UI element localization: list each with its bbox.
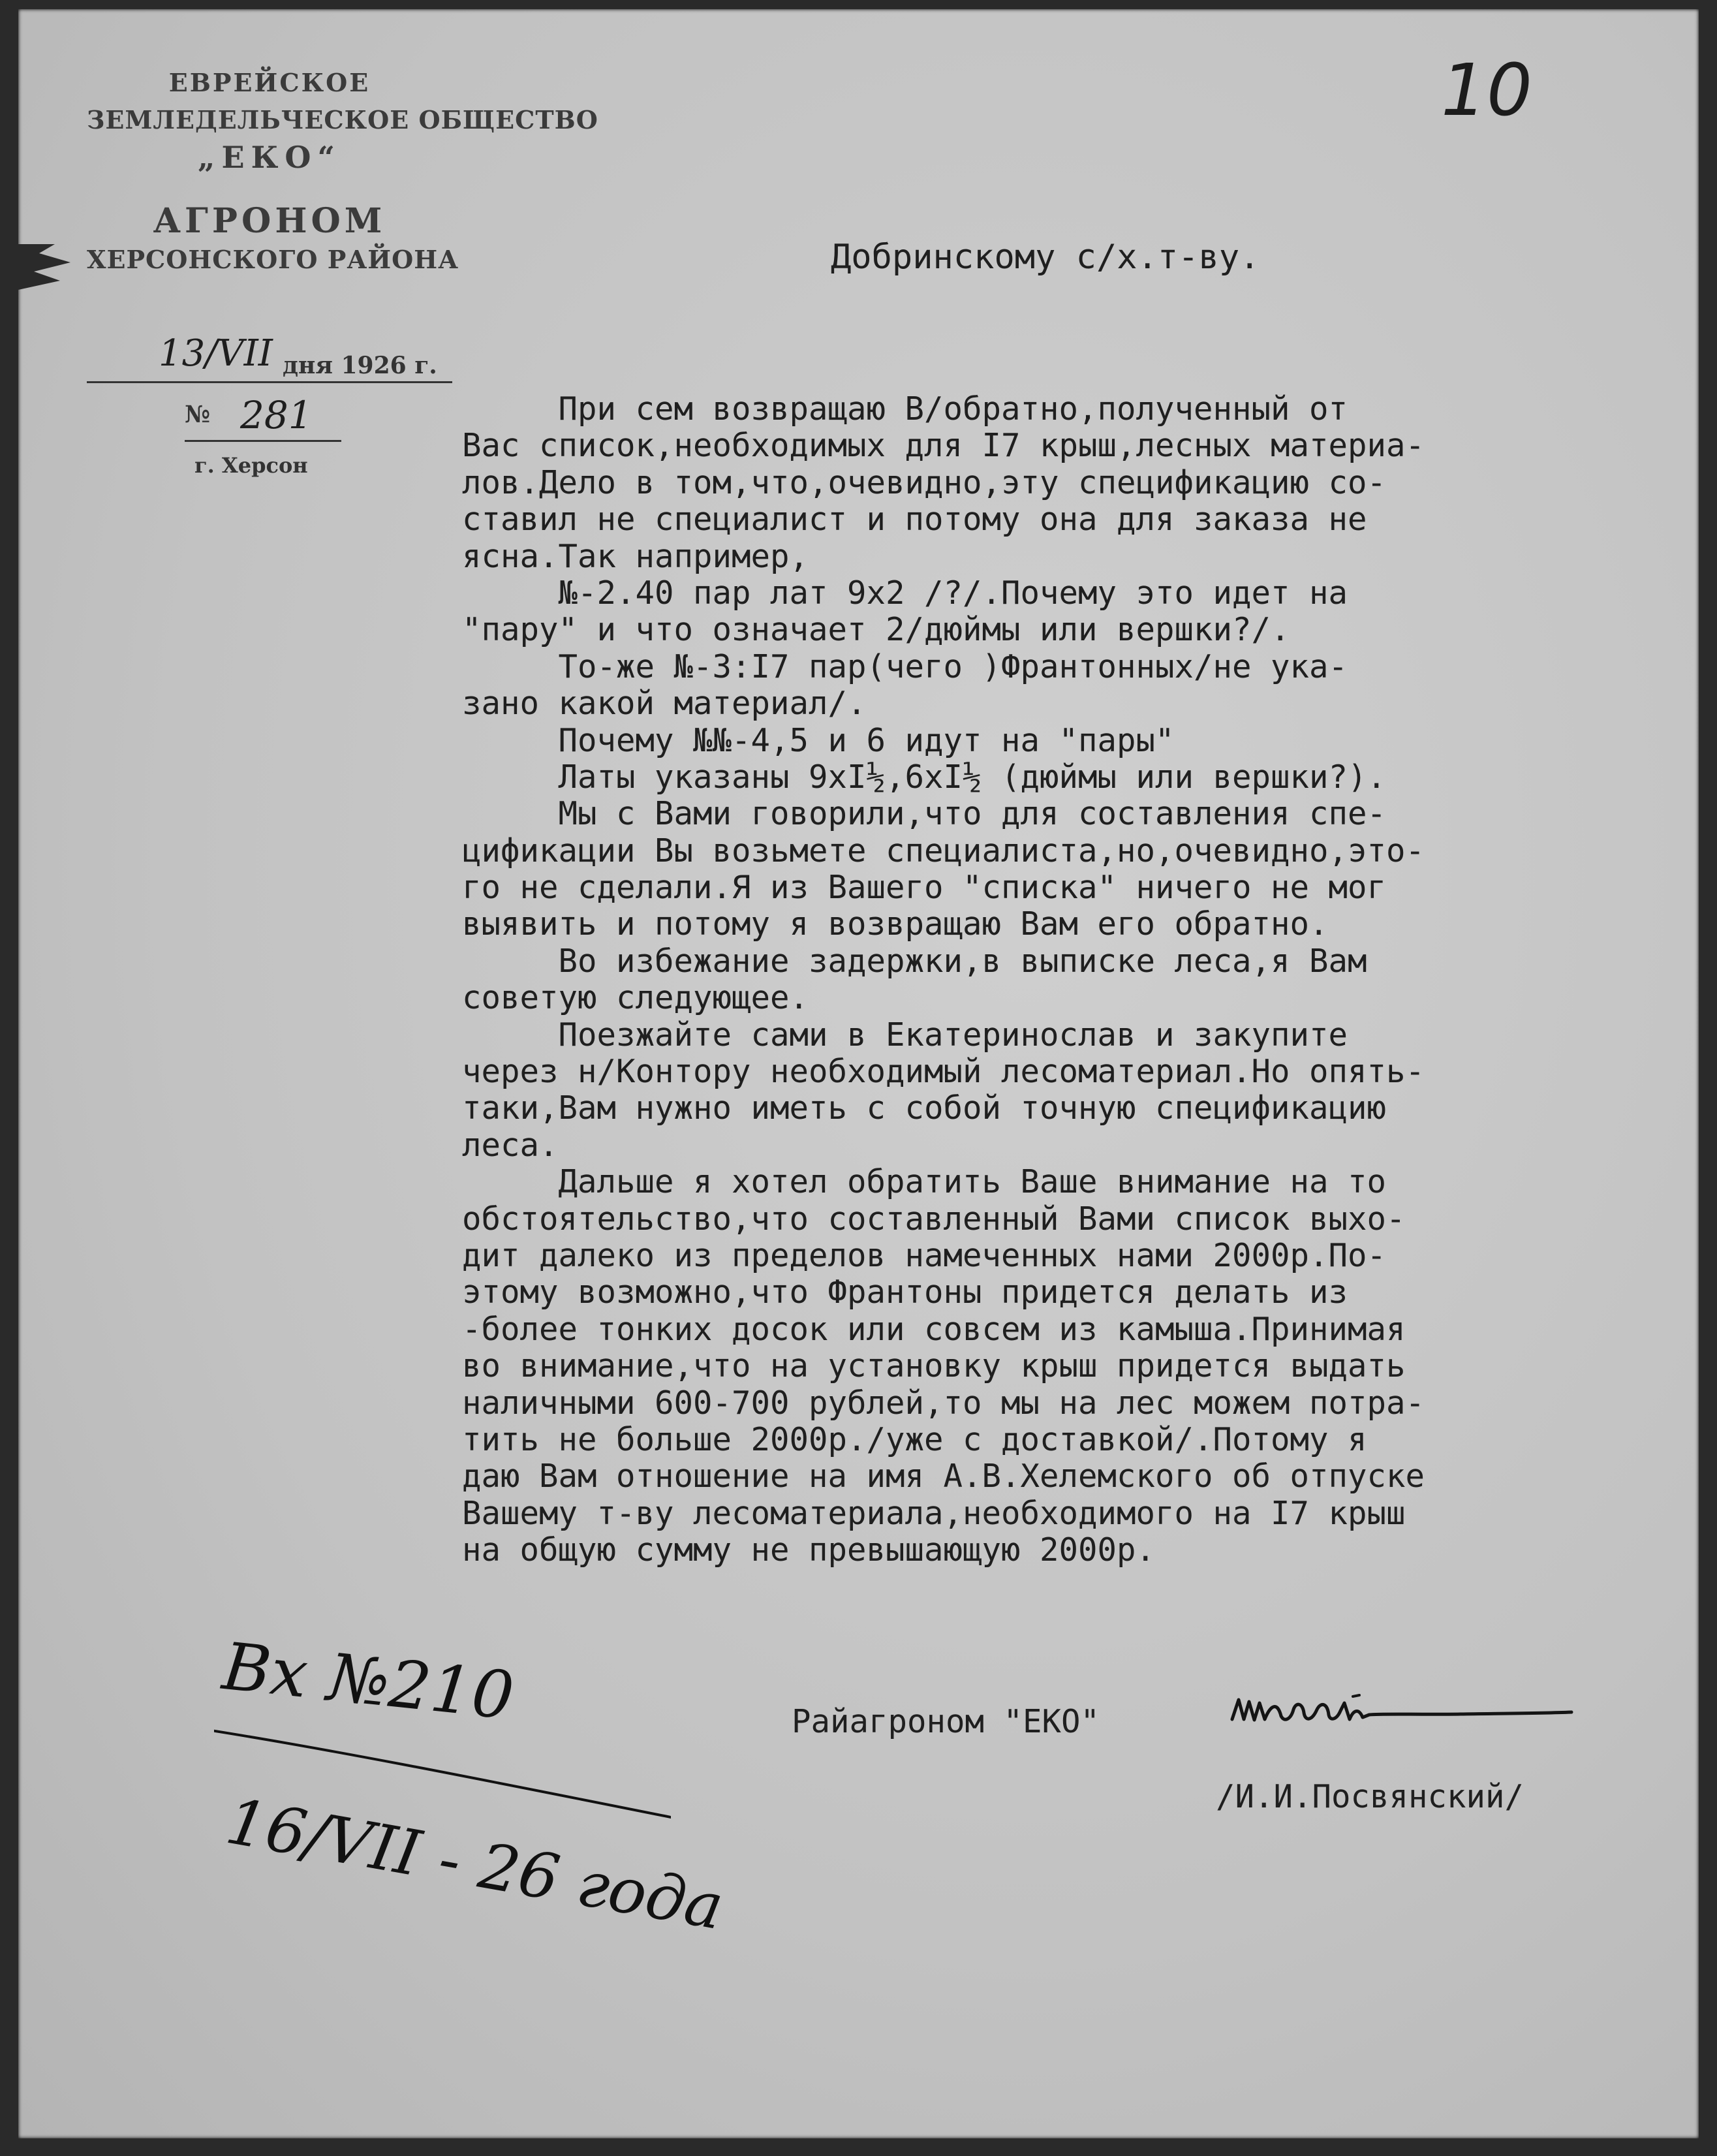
- stamp-line-4: АГРОНОМ: [153, 201, 386, 241]
- signature-scribble: [1226, 1683, 1578, 1736]
- organization-stamp: [87, 55, 598, 274]
- letter-line: через н/Контору необходимый лесоматериал.Но опять-: [462, 1053, 1425, 1091]
- stamp-city: г. Херсон: [194, 453, 308, 478]
- stamp-date-handwritten: 13/VII: [159, 332, 273, 375]
- letter-line: Во избежание задержки,в выписке леса,я Вам: [462, 942, 1367, 980]
- letter-line: выявить и потому я возвращаю Вам его обратно.: [462, 905, 1329, 943]
- letter-line: -более тонких досок или совсем из камыша.Принимая: [462, 1310, 1406, 1348]
- letter-line: При сем возвращаю В/обратно,полученный от: [462, 390, 1348, 428]
- stamp-line-5: ХЕРСОНСКОГО РАЙОНА: [87, 245, 459, 274]
- stamp-line-2: ЗЕМЛЕДЕЛЬЧЕСКОЕ ОБЩЕСТВО: [87, 105, 598, 134]
- addressee: Добринскому с/х.т-ву.: [831, 238, 1260, 277]
- letter-line: этому возможно,что Франтоны придется делать из: [462, 1273, 1348, 1311]
- letter-line: лов.Дело в том,что,очевидно,эту спецификацию со-: [462, 463, 1387, 501]
- letter-line: Почему №№-4,5 и 6 идут на "пары": [462, 721, 1175, 759]
- page-number: 10: [1441, 48, 1532, 132]
- letter-line: цификации Вы возьмете специалиста,но,очевидно,это-: [462, 832, 1425, 869]
- letter-line: Дальше я хотел обратить Ваше внимание на то: [462, 1163, 1387, 1201]
- signoff-title: Райагроном "ЕКО": [792, 1703, 1100, 1740]
- stamp-line-1: ЕВРЕЙСКОЕ: [168, 68, 371, 97]
- letter-line: во внимание,что на установку крыш придется выдать: [462, 1347, 1406, 1385]
- letter-line: Вашему т-ву лесоматериала,необходимого на I7 крыш: [462, 1494, 1406, 1532]
- letter-line: №-2.40 пар лат 9х2 /?/.Почему это идет на: [462, 574, 1348, 612]
- stamp-number-label: №: [185, 401, 211, 428]
- letter-line: ясна.Так например,: [462, 537, 809, 575]
- letter-line: ставил не специалист и потому она для заказа не: [462, 501, 1367, 539]
- letter-line: дит далеко из пределов намеченных нами 2000р.По-: [462, 1236, 1387, 1274]
- letter-body: [462, 391, 1702, 1569]
- letter-line: на общую сумму не превышающую 2000р.: [462, 1531, 1156, 1569]
- stamp-number-field: [185, 393, 341, 442]
- letter-line: даю Вам отношение на имя А.В.Хелемского об отпуске: [462, 1458, 1425, 1495]
- torn-edge: [18, 244, 70, 290]
- letter-line: То-же №-3:I7 пар(чего )Франтонных/не ука-: [462, 648, 1348, 685]
- letter-line: таки,Вам нужно иметь с собой точную спецификацию: [462, 1089, 1387, 1127]
- letter-line: наличными 600-700 рублей,то мы на лес можем потра-: [462, 1384, 1425, 1422]
- inbox-date: 16/VII - 26 года: [221, 1785, 729, 1945]
- letter-line: леса.: [462, 1126, 559, 1164]
- inbox-registration-note: [214, 1628, 729, 1945]
- letter-line: советую следующее.: [462, 979, 809, 1017]
- letter-line: Вас список,необходимых для I7 крыш,лесных материа-: [462, 427, 1425, 465]
- letter-line: обстоятельство,что составленный Вами список выхо-: [462, 1200, 1406, 1238]
- stamp-number-handwritten: 281: [240, 393, 313, 437]
- letter-line: тить не больше 2000р./уже с доставкой/.Потому я: [462, 1420, 1367, 1458]
- handwritten-signature: [1226, 1683, 1578, 1736]
- letter-line: Латы указаны 9хI½,6хI½ (дюймы или вершки?).: [462, 758, 1387, 796]
- stamp-line-3: „ЕКО“: [198, 140, 341, 175]
- stamp-date-field: [87, 332, 452, 383]
- stamp-date-print: дня 1926 г.: [283, 352, 437, 379]
- letter-line: "пару" и что означает 2/дюймы или вершки?/.: [462, 611, 1290, 649]
- letter-line: зано какой материал/.: [462, 685, 867, 723]
- signer-name: /И.И.Посвянский/: [1216, 1778, 1524, 1815]
- letter-line: го не сделали.Я из Вашего "списка" ничего не мог: [462, 869, 1387, 907]
- inbox-number: Вх №210: [219, 1628, 518, 1735]
- letter-line: Мы с Вами говорили,что для составления спе-: [462, 795, 1387, 833]
- document-page: [18, 9, 1699, 2138]
- letter-line: Поезжайте сами в Екатеринослав и закупите: [462, 1016, 1348, 1054]
